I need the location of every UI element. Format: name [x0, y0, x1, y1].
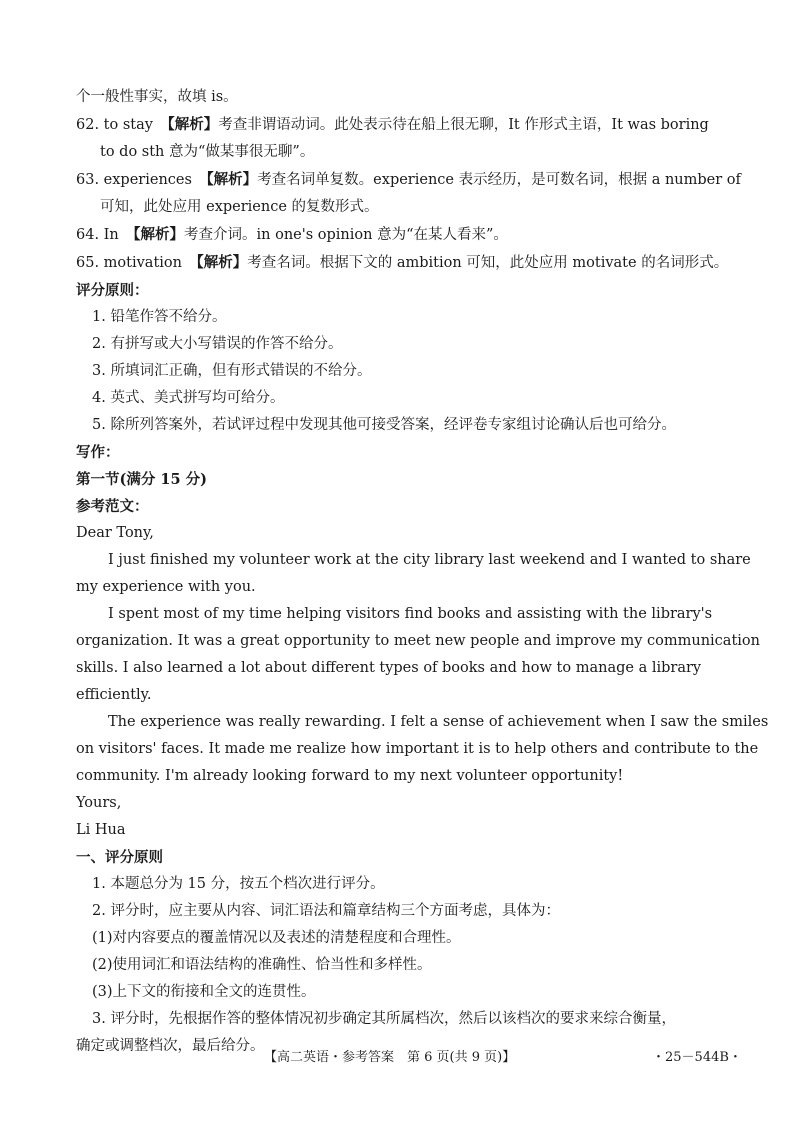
essay-closing: Yours,: [76, 795, 122, 811]
writing-heading: 写作：: [76, 444, 120, 461]
document-page: [76, 84, 769, 1060]
essay-line: community. I'm already looking forward to my next volunteer opportunity!: [76, 768, 624, 784]
answer-explanation: to do sth 意为“做某事很无聊”。: [100, 144, 315, 160]
evaluation-sub-item: (3)上下文的衔接和全文的连贯性。: [92, 984, 316, 1000]
essay-salutation: Dear Tony,: [76, 525, 154, 541]
scoring-rules-heading: 评分原则：: [76, 282, 149, 299]
essay-line: I just finished my volunteer work at the city library last weekend and I wanted to share: [108, 552, 751, 568]
evaluation-list: [76, 871, 726, 1060]
answer-label: 62. to stay: [76, 117, 153, 133]
sample-essay-heading: 参考范文：: [76, 498, 149, 515]
essay-line: organization. It was a great opportunity to meet new people and improve my communication: [76, 633, 760, 649]
evaluation-item-continuation: 确定或调整档次，最后给分。: [76, 1038, 265, 1054]
analysis-tag: 【解析】: [206, 171, 258, 188]
essay-line: I spent most of my time helping visitors find books and assisting with the library's: [108, 606, 713, 622]
answer-label: 65. motivation: [76, 255, 182, 271]
essay-line: The experience was really rewarding. I felt a sense of achievement when I saw the smiles: [108, 714, 769, 730]
evaluation-item: 1. 本题总分为 15 分，按五个档次进行评分。: [92, 876, 385, 892]
analysis-tag: 【解析】: [167, 116, 219, 133]
evaluation-sub-item: (1)对内容要点的覆盖情况以及表述的清楚程度和合理性。: [92, 930, 461, 946]
answer-label: 64. In: [76, 227, 119, 243]
evaluation-item: 2. 评分时，应主要从内容、词汇语法和篇章结构三个方面考虑，具体为：: [92, 903, 560, 919]
answer-explanation: 考查非谓语动词。此处表示待在船上很无聊，It 作形式主语，It was boring: [218, 117, 709, 133]
essay-line: efficiently.: [76, 687, 152, 703]
evaluation-heading: 一、评分原则: [76, 849, 163, 866]
writing-section-title: 第一节(满分 15 分): [76, 471, 207, 488]
sample-essay: [76, 520, 769, 844]
page-footer: [0, 1046, 800, 1070]
answer-label: 63. experiences: [76, 172, 192, 188]
answer-explanation: 考查名词。根据下文的 ambition 可知，此处应用 motivate 的名词形式。: [247, 255, 729, 271]
answer-explanation: 考查名词单复数。experience 表示经历，是可数名词，根据 a number of: [257, 172, 741, 188]
essay-line: on visitors' faces. It made me realize how important it is to help others and contribute to the: [76, 741, 759, 757]
evaluation-sub-item: (2)使用词汇和语法结构的准确性、恰当性和多样性。: [92, 957, 432, 973]
answer-item-64: [76, 221, 726, 249]
answer-item-65: [76, 249, 729, 277]
answer-continuation: 个一般性事实，故填 is。: [76, 89, 238, 105]
scoring-rule: 3. 所填词汇正确，但有形式错误的不给分。: [92, 363, 372, 379]
analysis-tag: 【解析】: [133, 226, 184, 243]
answer-explanation: 考查介词。in one's opinion 意为“在某人看来”。: [184, 227, 508, 243]
scoring-rules-list: [76, 304, 726, 439]
answer-item-63: [76, 166, 741, 221]
essay-signature: Li Hua: [76, 822, 126, 838]
scoring-rule: 2. 有拼写或大小写错误的作答不给分。: [92, 336, 343, 352]
evaluation-item: 3. 评分时，先根据作答的整体情况初步确定其所属档次，然后以该档次的要求来综合衡量，: [92, 1011, 676, 1027]
analysis-tag: 【解析】: [196, 254, 248, 271]
answer-item-62: [76, 111, 726, 166]
essay-line: my experience with you.: [76, 579, 256, 595]
footer-title: 【高二英语・参考答案 第 6 页(共 9 页)】: [264, 1050, 516, 1065]
scoring-rule: 4. 英式、美式拼写均可给分。: [92, 390, 285, 406]
essay-line: skills. I also learned a lot about different types of books and how to manage a library: [76, 660, 702, 676]
scoring-rule: 1. 铅笔作答不给分。: [92, 309, 227, 325]
footer-code: ・25－544B・: [652, 1050, 742, 1065]
scoring-rule: 5. 除所列答案外，若试评过程中发现其他可接受答案，经评卷专家组讨论确认后也可给分。: [92, 417, 676, 433]
answer-explanation: 可知，此处应用 experience 的复数形式。: [100, 199, 379, 215]
